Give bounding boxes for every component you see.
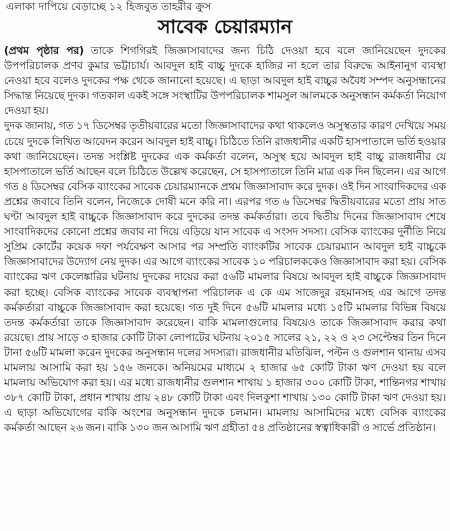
article-paragraph-1	[4, 44, 446, 119]
continued-from-label: (প্রথম পৃষ্ঠার পর)	[4, 45, 84, 57]
article-body	[4, 44, 446, 527]
article-headline: সাবেক চেয়ারম্যান	[157, 16, 293, 38]
previous-article-tail: এলাকা দাপিয়ে বেড়াচ্ছে ১২ হিজবুত তাহরীর ক্রুস	[6, 1, 212, 13]
paragraph-text: তাকে শিগগিরই জিজ্ঞাসাবাদের জন্য চিঠি দেওয়া হবে বলে জানিয়েছেন দুদকের উপপরিচালক প্রণব কুমার ভট্টাচার্য। আবদুল হাই বাচ্চু দুদকে হাজির না হলে তার বিরুদ্ধে আইনানুগ ব্যবস্থা নেওয়া হবে বলেও দুদকের পক্ষ থেকে জানানো হয়েছে। এ ছাড়া আবদুল হাই বাচ্চুর অবৈধ সম্পদ অনুসন্ধানের সিদ্ধান্ত নিয়েছে দুদক। গতকাল একই সঙ্গে সংস্থাটির উপপরিচালক শামসুল আলমকে অনুসন্ধান কর্মকর্তা নিয়োগ দেওয়া হয়।	[4, 45, 446, 118]
article-paragraph-2: দুদক জানায়, গত ১৭ ডিসেম্বর তৃতীয়বারের মতো জিজ্ঞাসাবাদের কথা থাকলেও অসুস্থতার কারণ দেখিয়ে সময় চেয়ে দুদকে লিখিত আবেদন করেন আবদুল হাই বাচ্চু। চিঠিতে তিনি রাজধানীর একটি হাসপাতালে ভর্তি হওয়ার কথা জানিয়েছেন। তদন্ত সংশ্লিষ্ট দুদকের এক কর্মকর্তা বলেন, অসুস্থ হয়ে আবদুল হাই বাচ্চু রাজধানীর যে হাসপাতালে ভর্তি আছেন বলে চিঠিতে উল্লেখ করেছেন, সে হাসপাতালে তিনি মাত্র এক দিন ছিলেন। এর আগে গত ৪ ডিসেম্বর বেসিক ব্যাংকের সাবেক চেয়ারম্যানকে প্রথম জিজ্ঞাসাবাদ করে দুদক। ওই দিন সাংবাদিকদের এক প্রশ্নের জবাবে তিনি বলেন, নিজেকে দোষী মনে করি না। এরপর গত ৬ ডিসেম্বর দ্বিতীয়বারের মতো প্রায় সাত ঘণ্টা আবদুল হাই বাচ্চুকে জিজ্ঞাসাবাদ করে দুদকের তদন্ত কর্মকর্তারা। তবে দ্বিতীয় দিনের জিজ্ঞাসাবাদ শেষে সাংবাদিকদের কোনো প্রশ্নের জবাব না দিয়ে এড়িয়ে যান সাবেক এ সংসদ সদস্য। বেসিক ব্যাংকের দুর্নীতি নিয়ে সুপ্রিম কোর্টের কয়েক দফা পর্যবেক্ষণ আসার পর সম্প্রতি ব্যাংকটির সাবেক চেয়ারম্যান আবদুল হাই বাচ্চুকে জিজ্ঞাসাবাদের উদ্যোগ নেয় দুদক। এর আগে ব্যাংকের সাবেক ১০ পরিচালককেও জিজ্ঞাসাবাদ করা হয়। বেসিক ব্যাংকের ঋণ কেলেঙ্কারির ঘটনায় দুদকের দায়ের করা ৫৬টি মামলার বিষয়ে আবদুল হাই বাচ্চুকে জিজ্ঞাসাবাদ করা হচ্ছে। বেসিক ব্যাংকের সাবেক ব্যবস্থাপনা পরিচালক এ কে এম সাজেদুর রহমানসহ এর আগে তদন্ত কর্মকর্তারা বাচ্চুকে জিজ্ঞাসাবাদ করা হয়েছে। গত দুই দিনে ৫৬টি মামলার মধ্যে ১৫টি মামলার বিভিন্ন বিষয়ে তদন্ত কর্মকর্তারা তাকে জিজ্ঞাসাবাদ করেছেন। বাকি মামলাগুলোর বিষয়েও তাকে জিজ্ঞাসাবাদ করার কথা রয়েছে। প্রায় সাড়ে ৩ হাজার কোটি টাকা লোপাটের ঘটনায় ২০১৫ সালের ২১, ২২ ও ২৩ সেপ্টেম্বর তিন দিনে টানা ৫৬টি মামলা করেন দুদকের অনুসন্ধান দলের সদস্যরা। রাজধানীর মতিঝিল, পল্টন ও গুলশান থানায় এসব মামলায় আসামি করা হয় ১৫৬ জনকে। অনিয়মের মাধ্যমে ২ হাজার ৬৫ কোটি টাকা ঋণ দেওয়া হয় বলে মামলায় অভিযোগ করা হয়। এর মধ্যে রাজধানীর গুলশান শাখায় ১ হাজার ৩০০ কোটি টাকা, শান্তিনগর শাখায় ৩৮৭ কোটি টাকা, প্রধান শাখায় প্রায় ২৪৮ কোটি টাকা এবং দিলকুশা শাখায় ১৩০ কোটি টাকা ঋণ দেওয়া হয়। এ ছাড়া অভিযোগের বাকি অংশের অনুসন্ধান দুদকে চলমান। মামলায় আসামিদের মধ্যে বেসিক ব্যাংকের কর্মকর্তা আছেন ২৬ জন। বাকি ১৩০ জন আসামি ঋণ গ্রহীতা ৫৪ প্রতিষ্ঠানের স্বত্বাধিকারী ও সার্ভে প্রতিষ্ঠান।	[4, 120, 446, 435]
